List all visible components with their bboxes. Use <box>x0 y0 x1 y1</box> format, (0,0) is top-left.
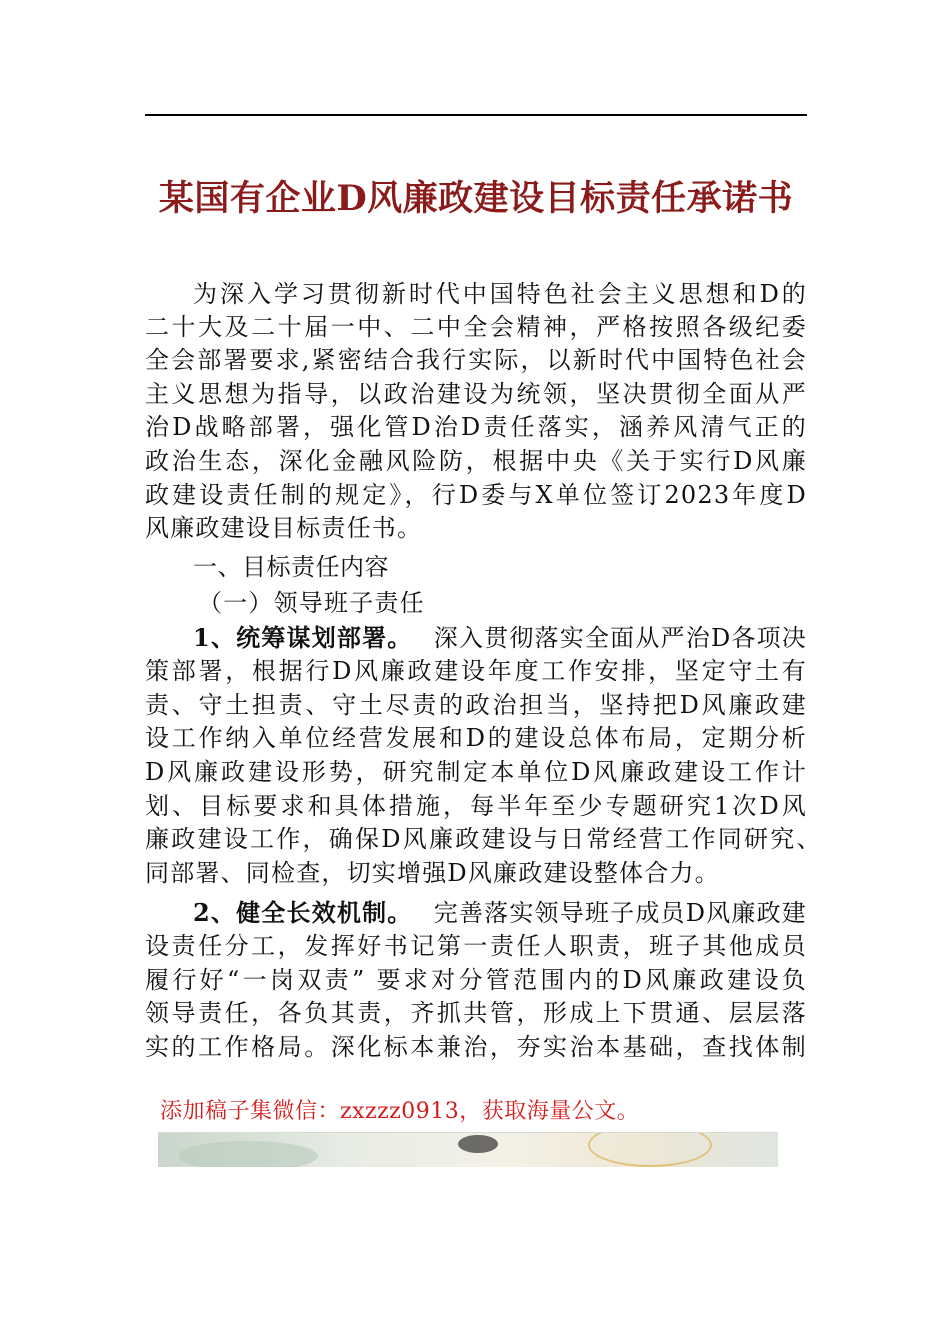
text-line: 风廉政建设目标责任书。 <box>145 514 423 542</box>
text-line: 治D战略部署，强化管D治D责任落实，涵养风清气正的 <box>145 413 807 441</box>
text-line: D风廉政建设形势，研究制定本单位D风廉政建设工作计 <box>145 758 807 786</box>
text-line: 责、守土担责、守土尽责的政治担当，坚持把D风廉政建 <box>145 691 807 719</box>
text-line: 政建设责任制的规定》，行D委与X单位签订2023年度D <box>145 481 807 509</box>
text-line: 全会部署要求,紧密结合我行实际，以新时代中国特色社会 <box>145 346 807 374</box>
text-line: 同部署、同检查，切实增强D风廉政建设整体合力。 <box>145 859 720 887</box>
item1-lead: 1、统筹谋划部署。 <box>193 623 413 652</box>
text-line: 深入贯彻落实全面从严治D各项决 <box>433 624 807 652</box>
wave-line-decoration <box>588 1132 712 1167</box>
text-line: 领导责任，各负其责，齐抓共管，形成上下贯通、层层落 <box>145 999 807 1027</box>
item1-first-line <box>193 622 807 654</box>
text-line: 二十大及二十届一中、二中全会精神，严格按照各级纪委 <box>145 313 807 341</box>
mountain-decoration <box>178 1141 318 1167</box>
text-line: 完善落实领导班子成员D风廉政建 <box>433 899 807 927</box>
item2-first-line <box>193 897 807 929</box>
text-line: 设责任分工，发挥好书记第一责任人职责，班子其他成员 <box>145 932 807 960</box>
decorative-banner-image <box>158 1132 778 1167</box>
header-rule <box>145 114 807 116</box>
text-line: 为深入学习贯彻新时代中国特色社会主义思想和D的 <box>193 280 807 308</box>
text-line: 履行好“一岗双责” 要求对分管范围内的D风廉政建设负 <box>145 966 807 994</box>
text-line: 策部署，根据行D风廉政建设年度工作安排，坚定守土有 <box>145 657 807 685</box>
text-line: 划、目标要求和具体措施，每半年至少专题研究1次D风 <box>145 792 807 820</box>
text-line: 设工作纳入单位经营发展和D的建设总体布局，定期分析 <box>145 724 807 752</box>
text-line: 廉政建设工作，确保D风廉政建设与日常经营工作同研究、 <box>145 825 821 853</box>
watermark-ad-text: 添加稿子集微信：zxzzz0913，获取海量公文。 <box>160 1099 640 1124</box>
item2-lead: 2、健全长效机制。 <box>193 898 413 927</box>
ink-blot-decoration <box>458 1135 498 1153</box>
text-line: 政治生态，深化金融风险防，根据中央《关于实行D风廉 <box>145 447 807 475</box>
section-heading: 一、目标责任内容 <box>193 553 389 581</box>
text-line: 主义思想为指导，以政治建设为统领，坚决贯彻全面从严 <box>145 380 807 408</box>
document-title: 某国有企业D风廉政建设目标责任承诺书 <box>158 178 794 219</box>
subsection-heading: （一）领导班子责任 <box>198 589 425 617</box>
text-line: 实的工作格局。深化标本兼治，夯实治本基础，查找体制 <box>145 1033 807 1061</box>
